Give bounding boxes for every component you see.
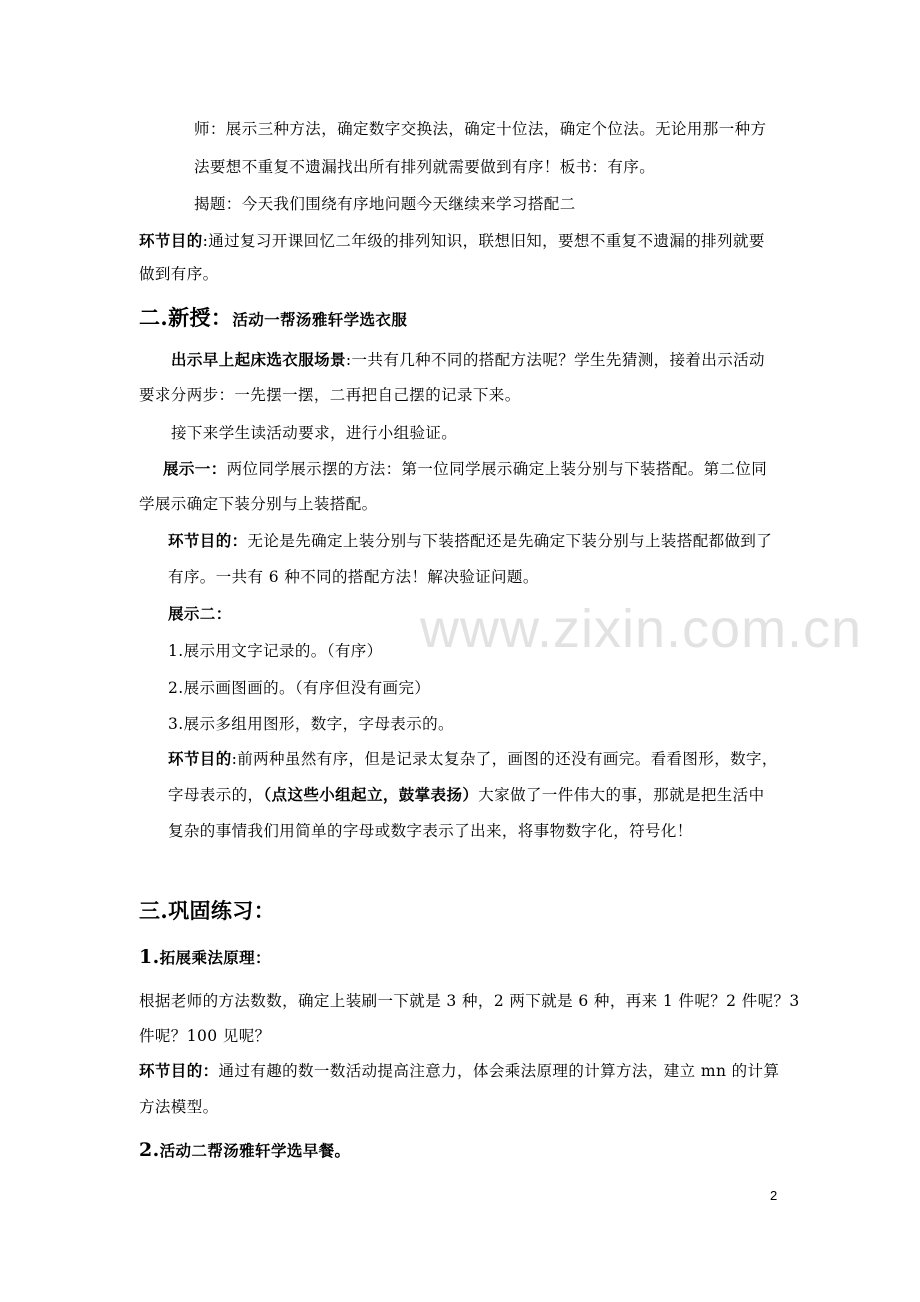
list-item: 3.展示多组用图形，数字，字母表示的。 (168, 715, 454, 733)
goal-label: 环节目的 (139, 231, 203, 250)
practice-goal-line (139, 1060, 779, 1082)
show1-text: 两位同学展示摆的方法：第一位同学展示确定上装分别与下装搭配。第二位同 (226, 460, 768, 478)
section-goal-line: 做到有序。 (139, 265, 219, 283)
practice-text-line: 根据老师的方法数数，确定上装刷一下就是 3 种，2 两下就是 6 种，再来 1 件呢？2 件呢？3 (139, 992, 800, 1010)
list-item: 2.展示画图画的。（有序但没有画完） (168, 679, 431, 697)
subheading-text: 活动一帮汤雅轩学选衣服 (232, 310, 408, 329)
subsection-heading (139, 946, 271, 969)
heading-text: 二.新授： (139, 305, 233, 330)
section-goal-line (139, 230, 765, 252)
goal3-text: 字母表示的， (168, 786, 264, 804)
intro-paragraph-line: 法要想不重复不遗漏找出所有排列就需要做到有序！板书：有序。 (194, 158, 656, 176)
scene-line (171, 349, 765, 371)
goal2-line: 有序。一共有 6 种不同的搭配方法！解决验证问题。 (168, 568, 539, 586)
goal-text: 通过有趣的数一数活动提高注意力，体会乘法原理的计算方法，建立 mn 的计算 (218, 1062, 780, 1080)
show1-line (163, 458, 767, 480)
subsection-number: 2. (139, 1139, 160, 1161)
subsection-title: 拓展乘法原理： (159, 948, 271, 967)
topic-reveal-line: 揭题：今天我们围绕有序地问题今天继续来学习搭配二 (194, 195, 576, 213)
scene-label: 出示早上起床选衣服场景 (171, 350, 346, 369)
goal2-line (168, 530, 772, 552)
show2-label: 展示二： (168, 604, 232, 623)
watermark: www.zixin.com.cn (420, 599, 863, 659)
section-heading (139, 304, 407, 332)
subsection-heading (139, 1139, 350, 1162)
goal3-label: 环节目的 (168, 749, 232, 768)
practice-text-line: 件呢？100 见呢？ (139, 1027, 271, 1045)
practice-goal-line: 方法模型。 (139, 1098, 219, 1116)
goal2-label: 环节目的： (168, 531, 248, 550)
subsection-number: 1. (139, 946, 160, 968)
goal3-emphasis: （点这些小组起立，鼓掌表扬） (263, 785, 479, 804)
list-item: 1.展示用文字记录的。（有序） (168, 642, 383, 660)
scene-line: 要求分两步：一先摆一摆，二再把自己摆的记录下来。 (139, 386, 521, 404)
goal3-text: 大家做了一件伟大的事，那就是把生活中 (478, 786, 765, 804)
read-requirement-line: 接下来学生读活动要求，进行小组验证。 (171, 424, 458, 442)
section-heading: 三.巩固练习： (139, 898, 276, 923)
goal3-line: 复杂的事情我们用简单的字母或数字表示了出来，将事物数字化，符号化！ (168, 822, 693, 840)
show1-label: 展示一： (163, 459, 227, 478)
page-number: 2 (770, 1188, 778, 1203)
show1-line: 学展示确定下装分别与上装搭配。 (139, 495, 378, 513)
goal3-text: :前两种虽然有序，但是记录太复杂了，画图的还没有画完。看看图形，数字， (231, 750, 778, 768)
goal-label: 环节目的： (139, 1061, 219, 1080)
goal3-line (168, 784, 764, 806)
goal3-line (168, 748, 778, 770)
intro-paragraph-line: 师：展示三种方法，确定数字交换法，确定十位法，确定个位法。无论用那一种方 (194, 120, 767, 138)
goal-text: :通过复习开课回忆二年级的排列知识，联想旧知，要想不重复不遗漏的排列就要 (202, 232, 765, 250)
goal2-text: 无论是先确定上装分别与下装搭配还是先确定下装分别与上装搭配都做到了 (247, 532, 773, 550)
scene-text: :一共有几种不同的搭配方法呢？学生先猜测，接着出示活动 (345, 351, 765, 369)
subsection-title: 活动二帮汤雅轩学选早餐。 (159, 1141, 351, 1160)
